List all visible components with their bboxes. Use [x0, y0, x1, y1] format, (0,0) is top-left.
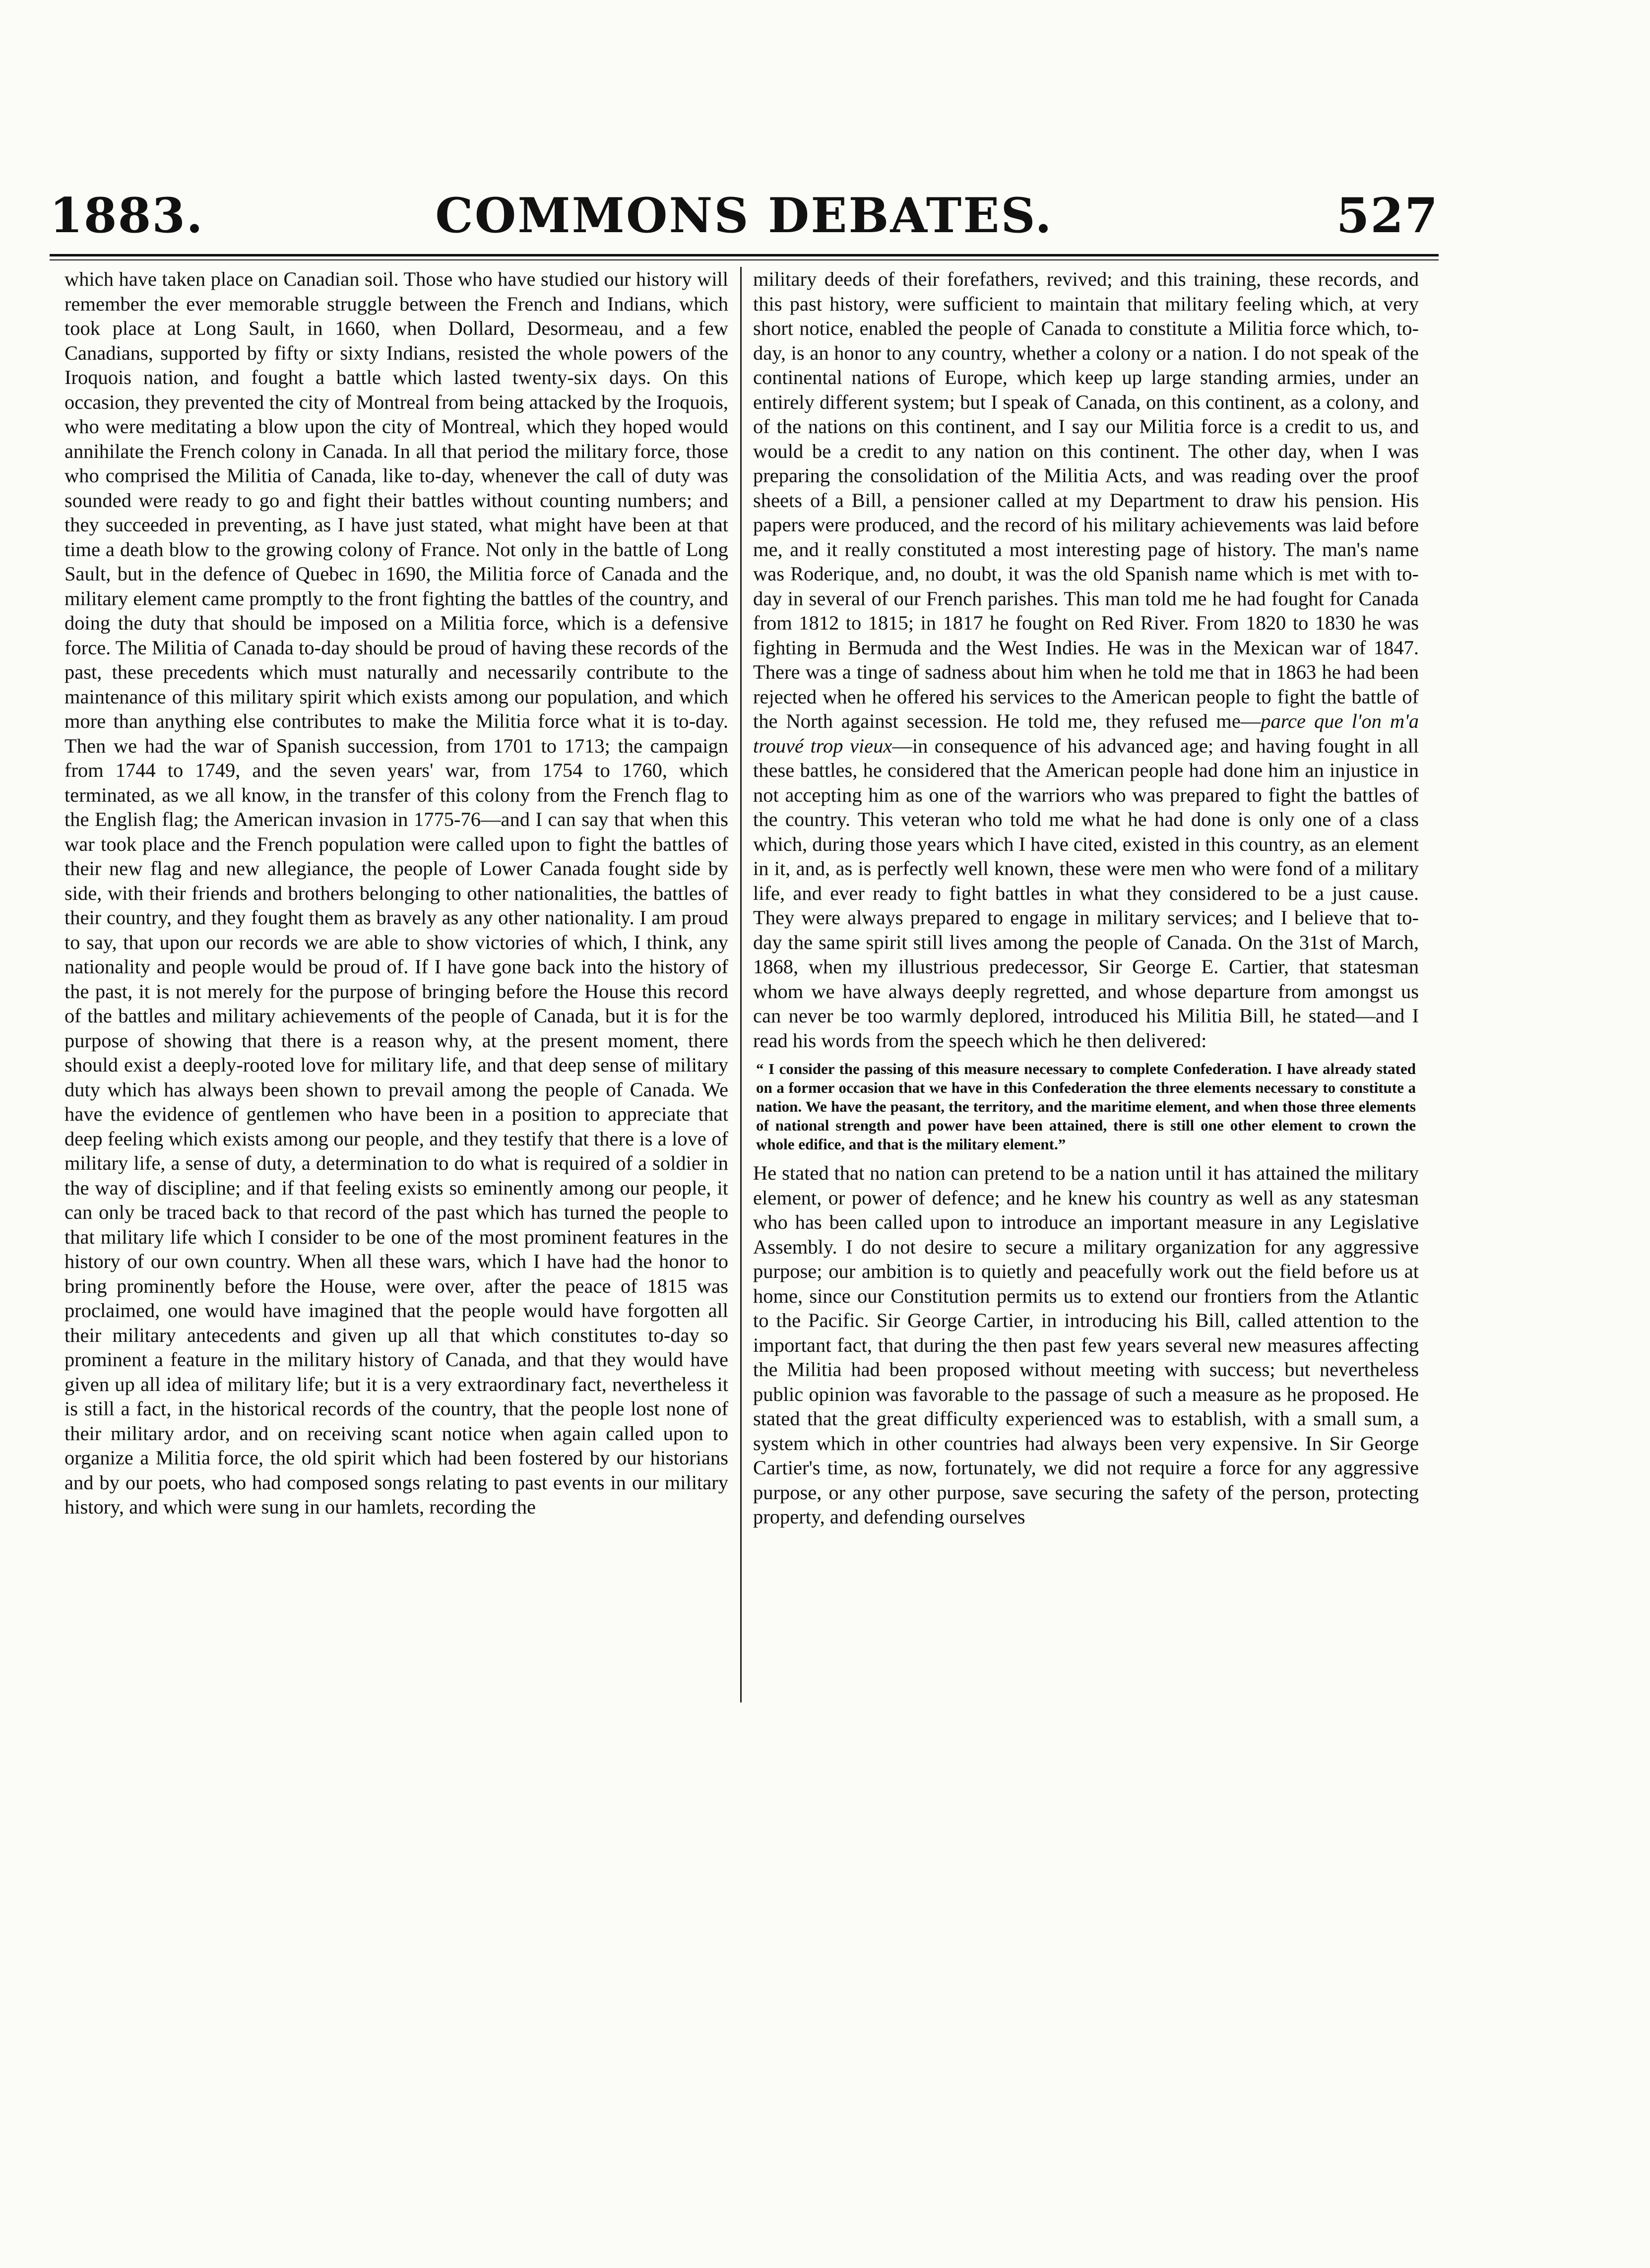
left-column-paragraph: which have taken place on Canadian soil. Those who have studied our history will remember the ever memorable struggle between the French and Indians, which took place at Long Sault, in 1660, when Dollard, Desormeau, and a few Canadians, supported by fifty or sixty Indians, resisted the whole powers of the Iroquois nation, and fought a battle which lasted twenty-six days. On this occasion, they prevented the city of Montreal from being attacked by the Iroquois, who were meditating a blow upon the city of Montreal, which they hoped would annihilate the French colony in Canada. In all that period the military force, those who comprised the Militia of Canada, like to-day, whenever the call of duty was sounded were ready to go and fight their battles without counting numbers; and they succeeded in preventing, as I have just stated, what might have been at that time a death blow to the growing colony of France. Not only in the battle of Long Sault, but in the defence of Quebec in 1690, the Militia force of Canada and the military element came promptly to the front fighting the battles of the country, and doing the duty that should be imposed on a Militia force, which is a defensive force. The Militia of Canada to-day should be proud of having these records of the past, these precedents which must naturally and necessarily contribute to the maintenance of this military spirit which exists among our population, and which more than anything else contributes to make the Militia force what it is to-day. Then we had the war of Spanish succession, from 1701 to 1713; the campaign from 1744 to 1749, and the seven years' war, from 1754 to 1760, which terminated, as we all know, in the transfer of this colony from the French flag to the English flag; the American invasion in 1775-76—and I can say that when this war took place and the French population were called upon to fight the battles of their new flag and new allegiance, the people of Lower Canada fought side by side, with their friends and brothers belonging to other nationalities, the battles of their country, and they fought them as bravely as any other nationality. I am proud to say, that upon our records we are able to show victories of which, I think, any nationality and people would be proud of. If I have gone back into the history of the past, it is not merely for the purpose of bringing before the House this record of the battles and military achievements of the people of Canada, but it is for the purpose of showing that there is a reason why, at the present moment, there should exist a deeply-rooted love for military life, and that deep sense of military duty which has always been shown to prevail among the people of Canada. We have the evidence of gentlemen who have been in a position to appreciate that deep feeling which exists among our people, and they testify that there is a love of military life, a sense of duty, a determination to do what is required of a soldier in the way of discipline; and if that feeling exists so eminently among our people, it can only be traced back to that record of the past which has turned the people to that military life which I consider to be one of the most prominent features in the history of our own country. When all these wars, which I have had the honor to bring prominently before the House, were over, after the peace of 1815 was proclaimed, one would have imagined that the people would have forgotten all their military antecedents and given up all that which constitutes to-day so prominent a feature in the military history of Canada, and that they would have given up all idea of military life; but it is a very extraordinary fact, nevertheless it is still a fact, in the historical records of the country, that the people lost none of their military ardor, and on receiving scant notice when again called upon to organize a Militia force, the old spirit which had been fostered by our historians and by our poets, who had composed songs relating to past events in our military history, and which were sung in our hamlets, recording the — [64, 268, 728, 1518]
left-column — [64, 267, 728, 1705]
right-text-after-italic: —in consequence of his advanced age; and having fought in all these battles, he considered that the American people had done him an injustice in not accepting him as one of the warriors who was prepared to fight the battles of the country. This veteran who told me what he had done is only one of a class which, during those years which I have cited, existed in this country, as an element in it, and, as is perfectly well known, these were men who were fond of a military life, and ever ready to fight battles in what they considered to be a just cause. They were always prepared to engage in military services; and I believe that to-day the same spirit still lives among the people of Canada. On the 31st of March, 1868, when my illustrious predecessor, Sir George E. Cartier, that statesman whom we have always deeply regretted, and whose departure from amongst us can never be too warmly deplored, introduced his Militia Bill, he stated—and I read his words from the speech which he then delivered: — [753, 734, 1419, 1052]
header-rule-thick — [50, 254, 1439, 256]
header-title: COMMONS DEBATES. — [435, 188, 1053, 244]
french-quote-italic: parce que l'on m'a trouvé trop vieux — [753, 710, 1419, 757]
right-column-paragraph-2: He stated that no nation can pretend to be a nation until it has attained the military element, or power of defence; and he knew his country as well as any statesman who has been called upon to introduce an important measure in any Legislative Assembly. I do not desire to secure a military organization for any aggressive purpose; our ambition is to quietly and peacefully work out the field before us at home, since our Constitution permits us to extend our frontiers from the Atlantic to the Pacific. Sir George Cartier, in introducing his Bill, called attention to the important fact, that during the then past few years several new measures affecting the Militia had been proposed without meeting with success; but nevertheless public opinion was favorable to the passage of such a measure as he proposed. He stated that the great difficulty experienced was to establish, with a small sum, a system which in other countries had always been very expensive. In Sir George Cartier's time, as now, fortunately, we did not require a force for any aggressive purpose, or any other purpose, save securing the safety of the person, protecting property, and defending ourselves — [753, 1162, 1419, 1528]
page-header — [50, 188, 1439, 247]
column-divider — [740, 267, 742, 1702]
header-page-number: 527 — [1336, 188, 1439, 244]
header-year: 1883. — [50, 188, 204, 244]
header-rule-thin — [50, 259, 1439, 260]
cartier-quotation: “ I consider the passing of this measure necessary to complete Confederation. I have already stated on a former occasion that we have in this Confederation the three elements necessary to constitute a nation. We have the peasant, the territory, and the maritime element, and when those three elements of national strength and power have been attained, there is still one other element to crown the whole edifice, and that is the military element.” — [756, 1060, 1416, 1153]
right-text-before-italic: military deeds of their forefathers, revived; and this training, these records, and this past history, were sufficient to maintain that military feeling which, at very short notice, enabled the people of Canada to constitute a Militia force which, to-day, is an honor to any country, whether a colony or a nation. I do not speak of the continental nations of Europe, which keep up large standing armies, under an entirely different system; but I speak of Canada, on this continent, as a colony, and of the nations on this continent, and I say our Militia force is a credit to us, and would be a credit to any nation on this continent. The other day, when I was preparing the consolidation of the Militia Acts, and was reading over the proof sheets of a Bill, a pensioner called at my Department to draw his pension. His papers were produced, and the record of his military achievements was laid before me, and it really constituted a most interesting page of history. The man's name was Roderique, and, no doubt, it was the old Spanish name which is met with to-day in several of our French parishes. This man told me he had fought for Canada from 1812 to 1815; in 1817 he fought on Red River. From 1820 to 1830 he was fighting in Bermuda and the West Indies. He was in the Mexican war of 1847. There was a tinge of sadness about him when he told me that in 1863 he had been rejected when he offered his services to the American people to fight the battle of the North against secession. He told me, they refused me— — [753, 268, 1419, 732]
right-column — [753, 267, 1419, 1705]
right-column-paragraph-1 — [753, 267, 1419, 1053]
